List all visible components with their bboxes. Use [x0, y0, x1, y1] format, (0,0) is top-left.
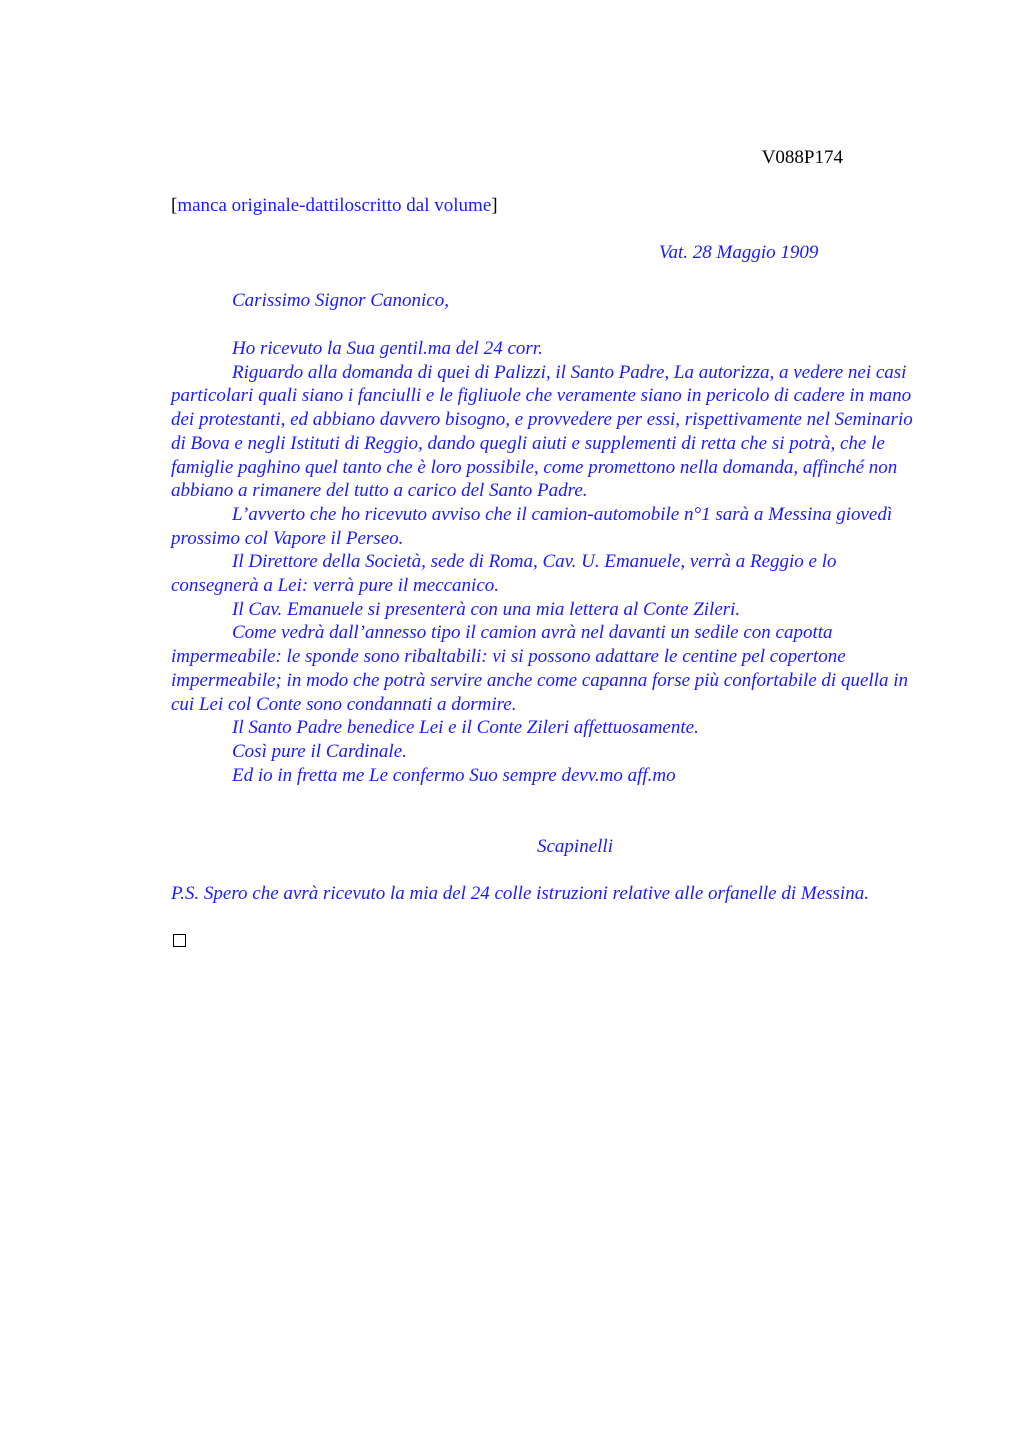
salutation: Carissimo Signor Canonico,: [232, 290, 449, 311]
square-marker-icon: [173, 934, 186, 947]
body-paragraph: Riguardo alla domanda di quei di Palizzi, il Santo Padre, La autorizza, a vedere nei casi particolari quali siano i fanciulli e le figliuole che veramente siano in pericolo di cadere in mano dei protestanti, ed abbiano davvero bisogno, e provvedere per essi, rispettivamente nel Seminario di Bova e negli Istituti di Reggio, dando quegli aiuti e supplementi di retta che si potrà, che le famiglie paghino quel tanto che è loro possibile, come promettono nella domanda, affinché non abbiano a rimanere del tutto a carico del Santo Padre.: [171, 361, 913, 502]
note-close-bracket: ]: [491, 195, 498, 216]
letter-date: Vat. 28 Maggio 1909: [659, 242, 819, 263]
body-paragraph: Come vedrà dall’annesso tipo il camion avrà nel davanti un sedile con capotta impermeabile: le sponde sono ribaltabili: vi si possono adattare le centine pel copertone impermeabile; in modo che potrà servire anche come capanna forse più confortabile di quella in cui Lei col Conte sono condannati a dormire.: [171, 622, 908, 715]
letter-body: [171, 337, 916, 787]
signature: Scapinelli: [537, 836, 613, 857]
source-note: [171, 194, 498, 218]
postscript: P.S. Spero che avrà ricevuto la mia del 24 colle istruzioni relative alle orfanelle di Messina.: [171, 883, 869, 904]
body-paragraph: Il Santo Padre benedice Lei e il Conte Zileri affettuosamente.: [232, 717, 699, 739]
letter-page: [171, 0, 916, 1450]
note-open-bracket: [: [171, 195, 178, 216]
body-paragraph: Il Cav. Emanuele si presenterà con una mia lettera al Conte Zileri.: [232, 598, 741, 620]
body-paragraph: L’avverto che ho ricevuto avviso che il camion-automobile n°1 sarà a Messina giovedì prossimo col Vapore il Perseo.: [171, 503, 893, 549]
body-paragraph: Il Direttore della Società, sede di Roma, Cav. U. Emanuele, verrà a Reggio e lo consegnerà a Lei: verrà pure il meccanico.: [171, 551, 837, 597]
body-paragraph: Ho ricevuto la Sua gentil.ma del 24 corr.: [232, 338, 543, 359]
body-paragraph: Così pure il Cardinale.: [232, 740, 407, 762]
note-text: manca originale-dattiloscritto dal volume: [177, 195, 492, 216]
document-code: V088P174: [761, 147, 843, 168]
body-paragraph: Ed io in fretta me Le confermo Suo sempre devv.mo aff.mo: [232, 764, 676, 786]
